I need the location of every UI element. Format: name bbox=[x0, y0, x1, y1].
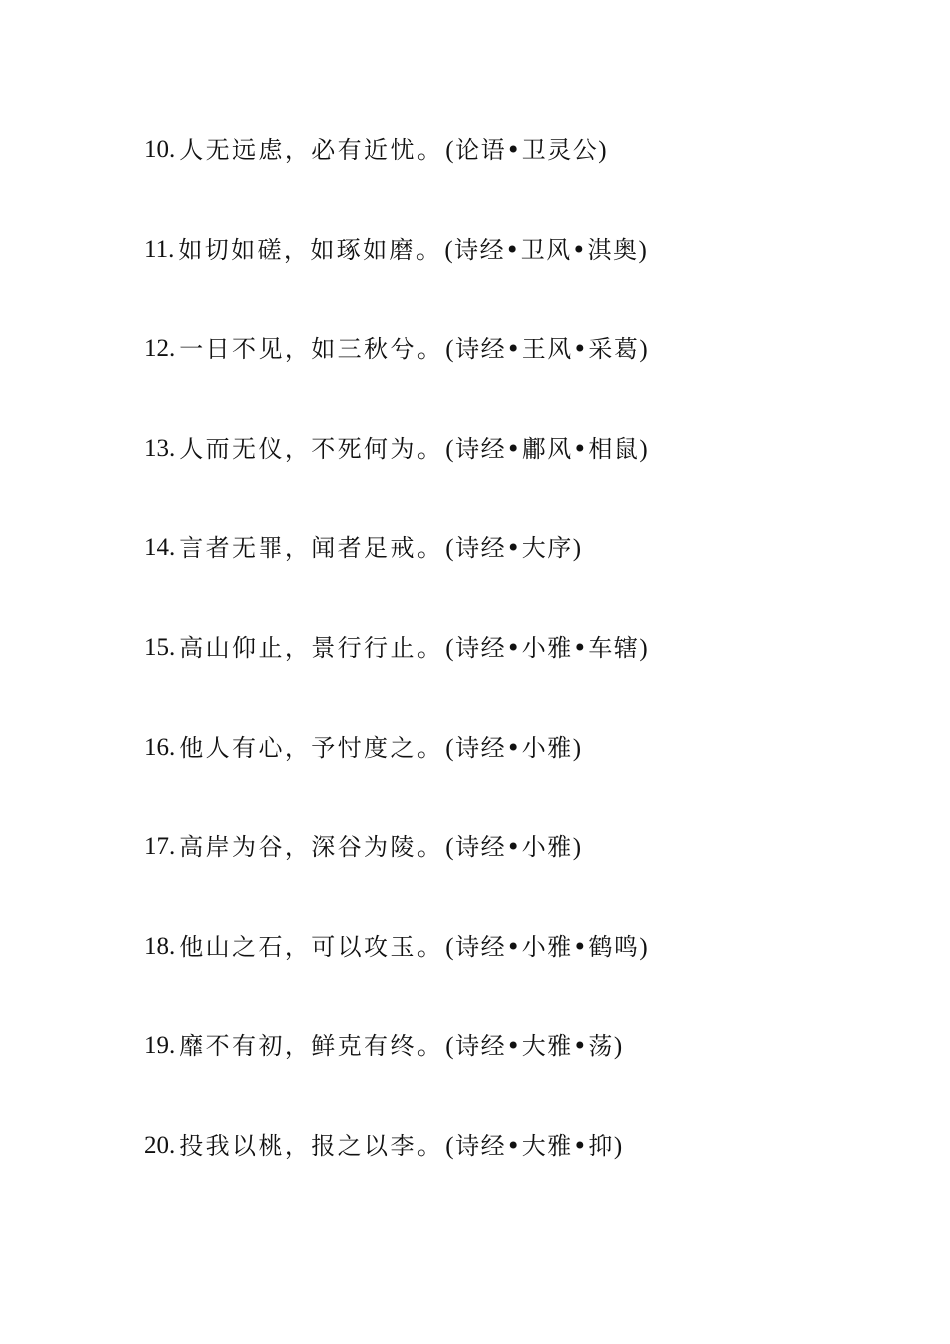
quote-item bbox=[144, 630, 649, 730]
quote-source-text: 诗经•大雅•抑 bbox=[455, 1131, 614, 1160]
quote-text: 高山仰止，景行行止。 bbox=[179, 633, 444, 662]
quote-number: 16. bbox=[144, 733, 176, 761]
quote-number: 14. bbox=[144, 534, 176, 562]
quote-source: (诗经•小雅•车辖) bbox=[445, 633, 650, 662]
quote-source: (论语•卫灵公) bbox=[445, 136, 609, 164]
quote-item bbox=[144, 232, 649, 332]
quote-number: 18. bbox=[144, 932, 176, 960]
quote-text: 靡不有初，鲜克有终。 bbox=[179, 1032, 444, 1061]
quote-number: 15. bbox=[144, 633, 176, 661]
quote-item bbox=[144, 132, 649, 232]
quote-item bbox=[144, 331, 649, 431]
quote-item bbox=[144, 829, 649, 929]
quote-source-text: 诗经•卫风•淇奥 bbox=[454, 235, 639, 264]
quote-source: (诗经•鄘风•相鼠) bbox=[445, 434, 650, 463]
quote-source-text: 诗经•小雅•鹤鸣 bbox=[455, 932, 640, 961]
quote-source-text: 诗经•大雅•荡 bbox=[455, 1032, 614, 1061]
quote-text: 人而无仪，不死何为。 bbox=[179, 434, 444, 463]
quote-number: 20. bbox=[144, 1131, 176, 1159]
quote-text: 一日不见，如三秋兮。 bbox=[179, 335, 444, 364]
quote-item bbox=[144, 1128, 649, 1228]
quote-source: (诗经•小雅) bbox=[445, 833, 583, 862]
quote-source-text: 诗经•小雅 bbox=[455, 733, 573, 762]
quote-source-text: 诗经•小雅•车辖 bbox=[455, 633, 640, 662]
quote-item bbox=[144, 1028, 649, 1128]
quote-number: 13. bbox=[144, 434, 176, 462]
quote-source: (诗经•小雅•鹤鸣) bbox=[445, 932, 650, 961]
quote-text: 高岸为谷，深谷为陵。 bbox=[179, 833, 444, 862]
quote-number: 19. bbox=[144, 1032, 176, 1060]
quote-text: 他山之石，可以攻玉。 bbox=[179, 932, 444, 961]
quote-text: 如切如磋，如琢如磨。 bbox=[178, 235, 443, 264]
quote-source: (诗经•大雅•抑) bbox=[445, 1131, 624, 1160]
quote-item bbox=[144, 929, 649, 1029]
quote-source-text: 诗经•大序 bbox=[455, 534, 573, 563]
quote-text: 人无远虑，必有近忧。 bbox=[179, 136, 444, 164]
quote-source-text: 诗经•王风•采葛 bbox=[455, 335, 640, 364]
quote-list bbox=[144, 132, 649, 1228]
quote-number: 17. bbox=[144, 833, 176, 861]
quote-source-text: 诗经•鄘风•相鼠 bbox=[455, 434, 640, 463]
quote-item bbox=[144, 530, 649, 630]
quote-item bbox=[144, 431, 649, 531]
quote-source-text: 诗经•小雅 bbox=[455, 833, 573, 862]
quote-source: (诗经•小雅) bbox=[445, 733, 583, 762]
quote-number: 10. bbox=[144, 136, 176, 163]
quote-item bbox=[144, 730, 649, 830]
quote-text: 言者无罪，闻者足戒。 bbox=[179, 534, 444, 563]
quote-source: (诗经•王风•采葛) bbox=[445, 335, 650, 364]
quote-source: (诗经•大序) bbox=[445, 534, 583, 563]
quote-source: (诗经•卫风•淇奥) bbox=[444, 235, 649, 264]
quote-source-text: 论语•卫灵公 bbox=[455, 136, 599, 164]
quote-number: 12. bbox=[144, 335, 176, 363]
quote-source: (诗经•大雅•荡) bbox=[445, 1032, 624, 1061]
quote-text: 投我以桃，报之以李。 bbox=[179, 1131, 444, 1160]
quote-number: 11. bbox=[144, 235, 175, 263]
quote-text: 他人有心，予忖度之。 bbox=[179, 733, 444, 762]
